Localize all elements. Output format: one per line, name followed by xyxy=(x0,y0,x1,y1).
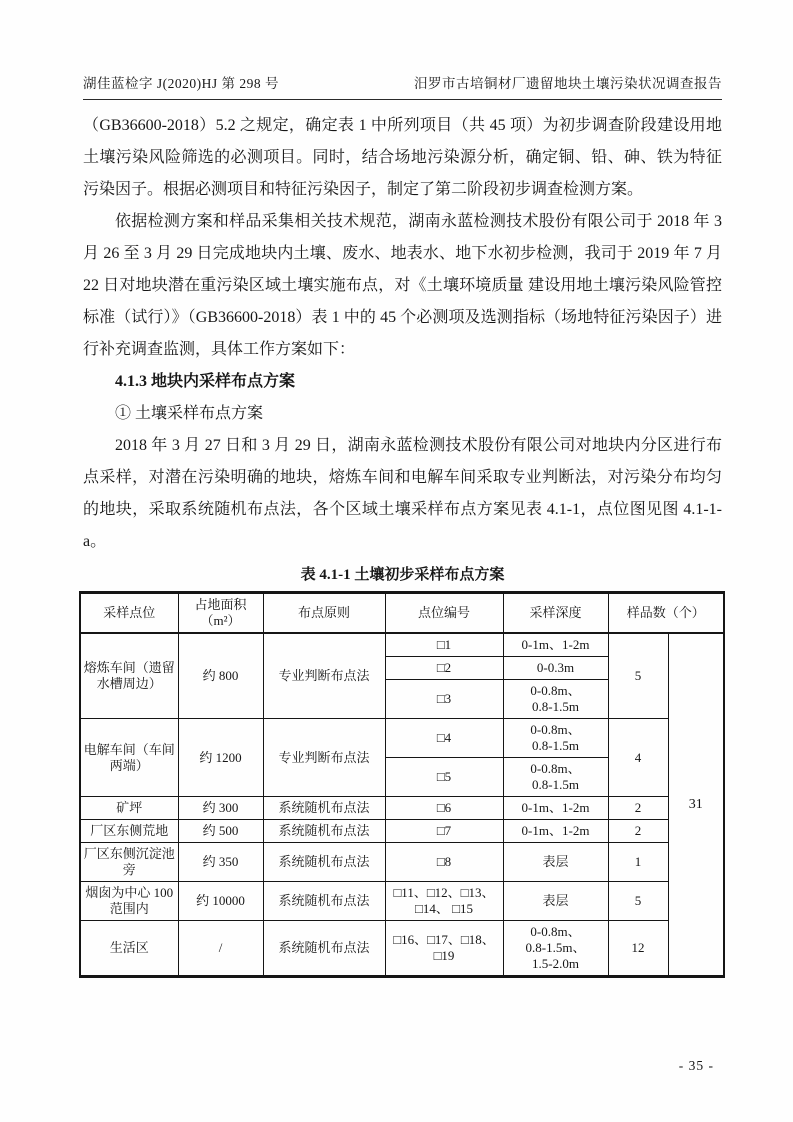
table-row xyxy=(80,843,724,882)
cell-point-id: □1 xyxy=(385,633,503,657)
cell-point-id: □16、□17、□18、 □19 xyxy=(385,921,503,977)
cell-location: 熔炼车间（遗留水槽周边） xyxy=(80,633,178,719)
cell-point-id: □8 xyxy=(385,843,503,882)
cell-location: 生活区 xyxy=(80,921,178,977)
cell-sample-count: 4 xyxy=(608,719,668,797)
cell-principle: 系统随机布点法 xyxy=(263,882,385,921)
cell-depth: 0-1m、1-2m xyxy=(503,820,608,843)
cell-point-id: □3 xyxy=(385,680,503,719)
col-header-location: 采样点位 xyxy=(80,593,178,634)
cell-depth: 表层 xyxy=(503,843,608,882)
col-header-principle: 布点原则 xyxy=(263,593,385,634)
cell-principle: 系统随机布点法 xyxy=(263,797,385,820)
cell-area: 约 800 xyxy=(178,633,263,719)
cell-sample-count: 5 xyxy=(608,882,668,921)
cell-depth: 0-1m、1-2m xyxy=(503,797,608,820)
header-report-title: 汨罗市古培铜材厂遗留地块土壤污染状况调查报告 xyxy=(414,76,722,91)
table-caption: 表 4.1-1 土壤初步采样布点方案 xyxy=(300,567,505,583)
cell-principle: 系统随机布点法 xyxy=(263,921,385,977)
cell-sample-count: 2 xyxy=(608,797,668,820)
cell-location: 电解车间（车间两端） xyxy=(80,719,178,797)
cell-sample-count: 5 xyxy=(608,633,668,719)
cell-point-id: □6 xyxy=(385,797,503,820)
cell-area: 约 500 xyxy=(178,820,263,843)
cell-location: 烟囱为中心 100 范围内 xyxy=(80,882,178,921)
cell-principle: 系统随机布点法 xyxy=(263,843,385,882)
col-header-area: 占地面积 （m²） xyxy=(178,593,263,634)
header-doc-number: 湖佳蓝检字 J(2020)HJ 第 298 号 xyxy=(83,76,279,91)
table-row xyxy=(80,921,724,977)
cell-depth: 0-0.8m、 0.8-1.5m、 1.5-2.0m xyxy=(503,921,608,977)
cell-area: / xyxy=(178,921,263,977)
cell-depth: 0-0.8m、 0.8-1.5m xyxy=(503,719,608,758)
col-header-point-id: 点位编号 xyxy=(385,593,503,634)
paragraph-3: 2018 年 3 月 27 日和 3 月 29 日，湖南永蓝检测技术股份有限公司对地块内分区进行布点采样，对潜在污染明确的地块，熔炼车间和电解车间采取专业判断法，对污染分布均匀的地块，采取系统随机布点法，各个区域土壤采样布点方案见表 4.1-1，点位图见图 4.1-1-a。 xyxy=(83,437,722,550)
cell-area: 约 350 xyxy=(178,843,263,882)
cell-sample-count: 2 xyxy=(608,820,668,843)
soil-sampling-table xyxy=(79,591,725,978)
cell-depth: 表层 xyxy=(503,882,608,921)
cell-depth: 0-0.8m、 0.8-1.5m xyxy=(503,758,608,797)
cell-depth: 0-1m、1-2m xyxy=(503,633,608,657)
cell-principle: 专业判断布点法 xyxy=(263,719,385,797)
cell-area: 约 1200 xyxy=(178,719,263,797)
cell-location: 矿坪 xyxy=(80,797,178,820)
page-number: - 35 - xyxy=(678,1058,714,1073)
page-content xyxy=(83,110,722,978)
cell-point-id: □5 xyxy=(385,758,503,797)
cell-depth: 0-0.3m xyxy=(503,657,608,680)
section-heading-413: 4.1.3 地块内采样布点方案 xyxy=(115,373,296,390)
cell-area: 约 10000 xyxy=(178,882,263,921)
cell-location: 厂区东侧沉淀池旁 xyxy=(80,843,178,882)
table-row xyxy=(80,633,724,657)
cell-principle: 系统随机布点法 xyxy=(263,820,385,843)
paragraph-2: 依据检测方案和样品采集相关技术规范，湖南永蓝检测技术股份有限公司于 2018 年 3 月 26 至 3 月 29 日完成地块内土壤、废水、地表水、地下水初步检测，我司于 2019 年 7 月 22 日对地块潜在重污染区域土壤实施布点，对《土壤环境质量 建设用地土壤污染风险管控标准（试行）》（GB36600-2018）表 1 中的 45 个必测项及选测指标（场地特征污染因子）进行补充调查监测，具体工作方案如下： xyxy=(83,213,722,358)
cell-depth: 0-0.8m、 0.8-1.5m xyxy=(503,680,608,719)
table-row xyxy=(80,719,724,758)
cell-area: 约 300 xyxy=(178,797,263,820)
cell-point-id: □11、□12、□13、 □14、 □15 xyxy=(385,882,503,921)
col-header-sample-count: 样品数（个） xyxy=(608,593,724,634)
table-row xyxy=(80,882,724,921)
cell-point-id: □7 xyxy=(385,820,503,843)
cell-sample-count: 1 xyxy=(608,843,668,882)
cell-total-samples: 31 xyxy=(668,633,724,977)
paragraph-1: （GB36600-2018）5.2 之规定，确定表 1 中所列项目（共 45 项）为初步调查阶段建设用地土壤污染风险筛选的必测项目。同时，结合场地污染源分析，确定铜、铅、砷、铁为特征污染因子。根据必测项目和特征污染因子，制定了第二阶段初步调查检测方案。 xyxy=(83,117,722,198)
cell-point-id: □4 xyxy=(385,719,503,758)
cell-location: 厂区东侧荒地 xyxy=(80,820,178,843)
col-header-depth: 采样深度 xyxy=(503,593,608,634)
table-row xyxy=(80,797,724,820)
page-header xyxy=(83,74,722,100)
subsection-heading: ① 土壤采样布点方案 xyxy=(115,405,264,422)
table-header-row xyxy=(80,593,724,634)
cell-point-id: □2 xyxy=(385,657,503,680)
cell-principle: 专业判断布点法 xyxy=(263,633,385,719)
table-row xyxy=(80,820,724,843)
cell-sample-count: 12 xyxy=(608,921,668,977)
